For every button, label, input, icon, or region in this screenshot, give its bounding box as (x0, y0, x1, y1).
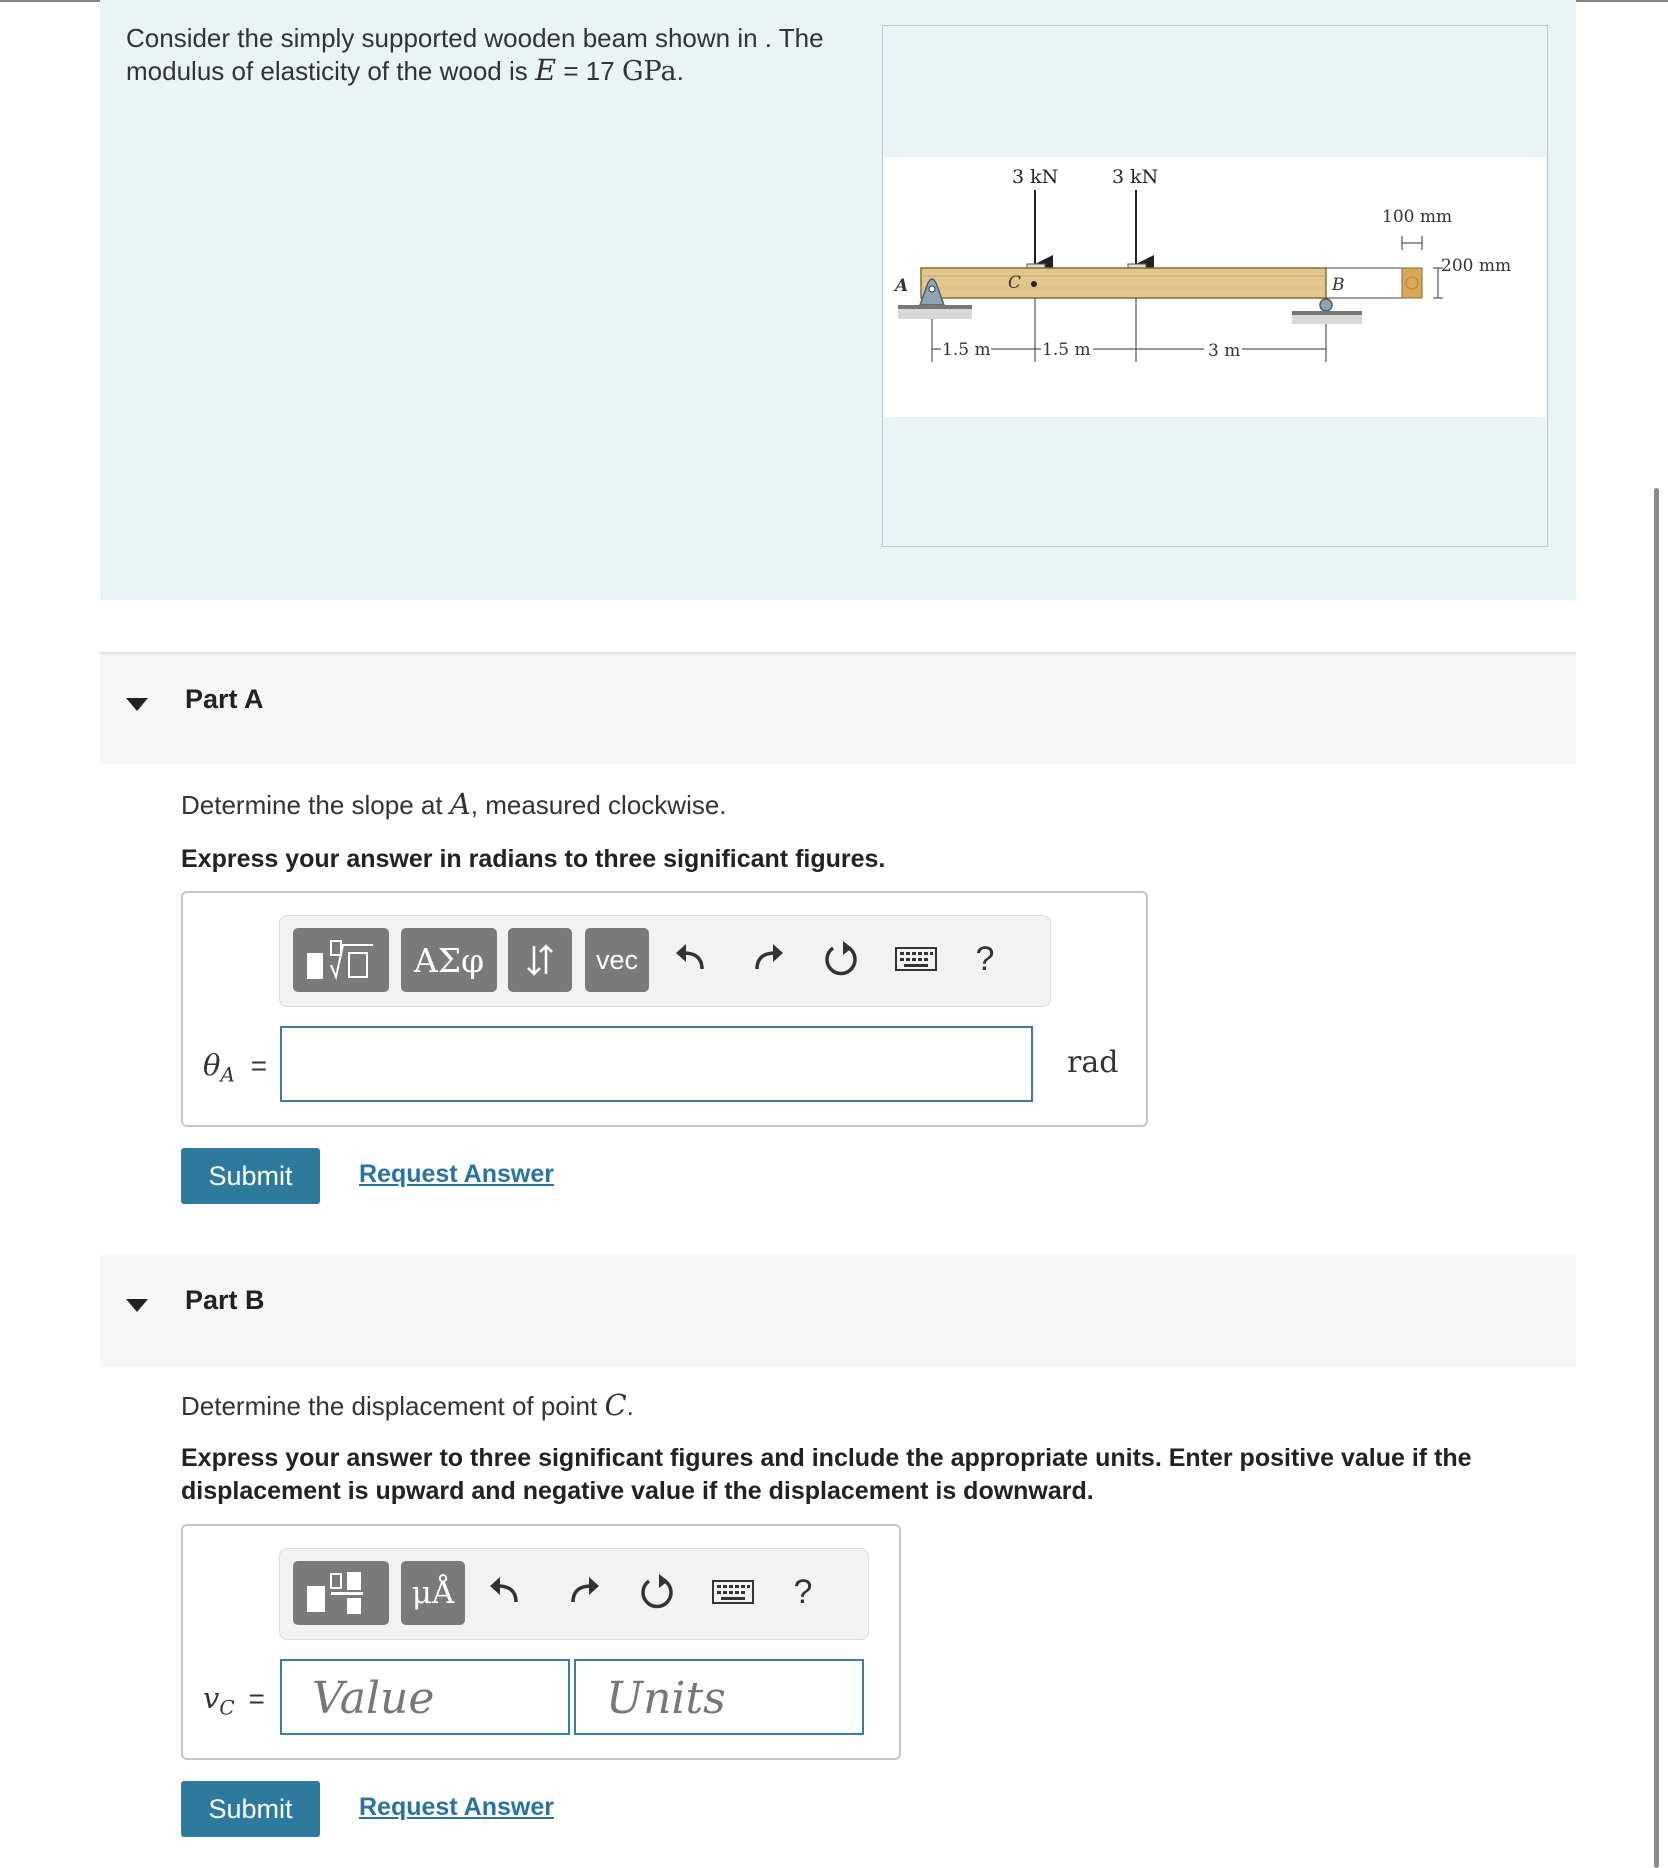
help-button[interactable]: ? (975, 939, 995, 978)
modulus-symbol: E (535, 53, 557, 87)
part-b-question (181, 1388, 634, 1422)
part-a-question (181, 787, 727, 821)
part-b-title: Part B (185, 1285, 265, 1315)
point-c-dot (1031, 281, 1037, 287)
equals-sign: = (248, 1683, 265, 1714)
beam-cross-section (1402, 268, 1422, 298)
units-placeholder: Units (606, 1673, 726, 1724)
help-button[interactable]: ? (793, 1572, 813, 1611)
load-label-1: 3 kN (1012, 166, 1059, 188)
value-placeholder: Value (312, 1673, 435, 1724)
height-dimension: 200 mm (1441, 256, 1512, 276)
theta-a-label (203, 1048, 267, 1087)
theta-subscript: A (220, 1062, 235, 1087)
problem-intro-panel (100, 0, 1576, 600)
part-b-instruction: Express your answer to three significant figures and include the appropriate units. Enter positive value if the displacement is upward and negative value if the displacement is downward. (181, 1444, 1472, 1505)
template-blocks-icon (301, 1568, 381, 1618)
collapse-caret-icon[interactable] (126, 698, 148, 711)
part-b-header[interactable] (100, 1255, 1576, 1367)
v-c-label (203, 1681, 265, 1720)
part-a-submit-button[interactable]: Submit (181, 1148, 320, 1204)
undo-icon[interactable] (669, 936, 715, 982)
beam-diagram (884, 157, 1546, 417)
templates-button[interactable] (293, 928, 389, 992)
part-a-request-answer-link[interactable]: Request Answer (359, 1160, 554, 1188)
redo-icon[interactable] (744, 936, 790, 982)
point-a-label: A (895, 276, 909, 296)
unit-rad: rad (1067, 1045, 1119, 1080)
v-symbol: v (203, 1681, 220, 1715)
up-down-arrows-icon (524, 940, 556, 980)
greek-symbols-button[interactable]: ΑΣφ (401, 928, 497, 992)
problem-statement (126, 22, 846, 88)
keyboard-icon[interactable] (708, 1569, 758, 1615)
part-b-answer-box (181, 1524, 901, 1760)
collapse-caret-icon[interactable] (126, 1299, 148, 1312)
part-a-instruction: Express your answer in radians to three significant figures. (181, 845, 886, 873)
scrollbar[interactable] (1654, 488, 1659, 1868)
equals-sign: = (250, 1050, 268, 1081)
reset-icon[interactable] (634, 1569, 680, 1615)
redo-icon[interactable] (560, 1569, 606, 1615)
part-a-question-text: Determine the slope at (181, 790, 450, 820)
point-c-label: C (1008, 273, 1022, 293)
modulus-period: . (676, 56, 684, 86)
part-b-question-symbol: C (604, 1388, 627, 1422)
vector-button[interactable]: vec (585, 928, 649, 992)
reset-icon[interactable] (818, 936, 864, 982)
undo-icon[interactable] (483, 1569, 529, 1615)
part-a-answer-box (181, 891, 1148, 1127)
width-dimension: 100 mm (1382, 207, 1453, 227)
v-subscript: C (219, 1695, 235, 1720)
dimension-3: 3 m (1208, 341, 1241, 361)
keyboard-icon[interactable] (891, 936, 941, 982)
modulus-unit: GPa (621, 56, 677, 87)
theta-symbol: θ (203, 1048, 221, 1082)
part-b-question-end: . (626, 1391, 634, 1421)
value-input[interactable] (280, 1659, 570, 1735)
beam-diagram-svg (884, 157, 1546, 417)
part-b-request-answer-link[interactable]: Request Answer (359, 1793, 554, 1821)
templates-button[interactable] (293, 1561, 389, 1625)
wooden-beam (921, 268, 1326, 298)
dimension-1: 1.5 m (942, 340, 991, 360)
theta-a-input[interactable] (280, 1026, 1033, 1102)
part-b-submit-button[interactable]: Submit (181, 1781, 320, 1837)
arrows-button[interactable] (508, 928, 572, 992)
math-toolbar (279, 915, 1051, 1007)
problem-text: Consider the simply supported wooden beam shown in . The modulus of elasticity of the wood is (126, 23, 824, 86)
modulus-equals: = 17 (556, 56, 622, 86)
units-input[interactable] (574, 1659, 864, 1735)
part-a-title: Part A (185, 684, 264, 714)
dimension-2: 1.5 m (1042, 340, 1091, 360)
beam-figure[interactable] (882, 25, 1548, 547)
units-button[interactable]: μÅ (401, 1561, 465, 1625)
part-a-question-end: , measured clockwise. (470, 790, 727, 820)
point-b-label: B (1332, 275, 1345, 295)
roller-support-b (1292, 299, 1362, 324)
fraction-radical-icon (301, 935, 381, 985)
load-label-2: 3 kN (1112, 166, 1159, 188)
part-a-header[interactable] (100, 652, 1576, 764)
units-toolbar (279, 1548, 869, 1640)
part-b-question-text: Determine the displacement of point (181, 1391, 605, 1421)
part-a-question-symbol: A (449, 787, 471, 821)
